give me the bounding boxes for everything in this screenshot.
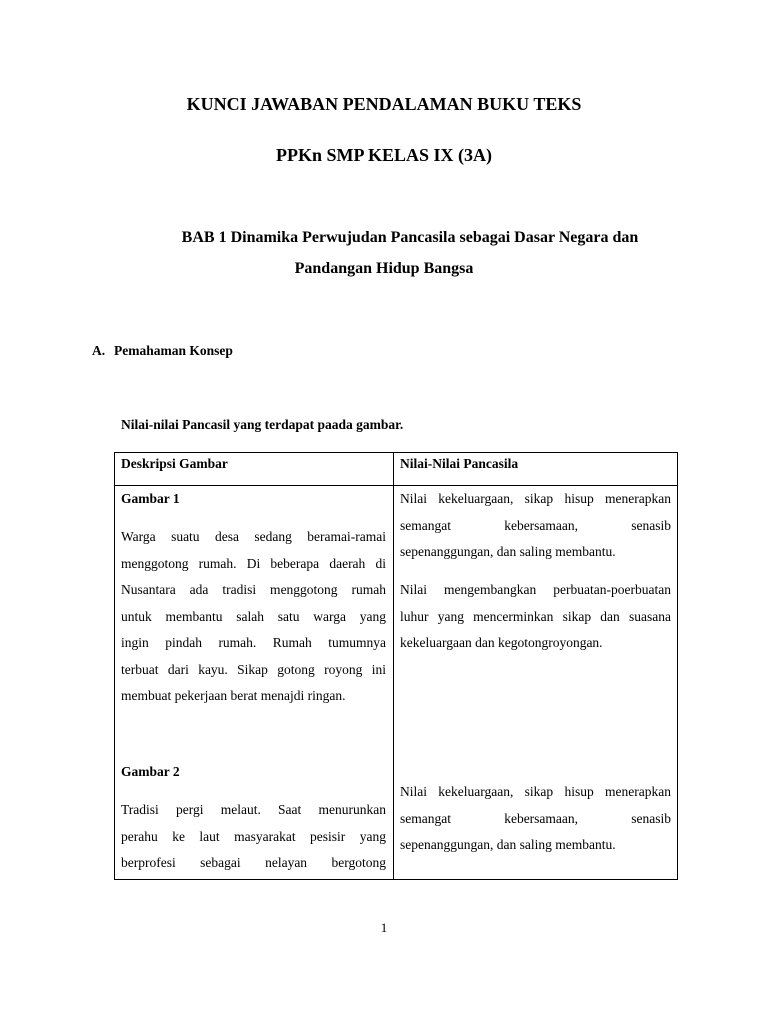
section-marker: A.: [92, 343, 106, 358]
gambar-1-value-line: semangat kebersamaan, senasib: [400, 517, 671, 533]
gambar-2-desc-line: berprofesi sebagai nelayan bergotong: [121, 855, 386, 870]
chapter-title-line1: BAB 1 Dinamika Perwujudan Pancasila sebagai Dasar Negara dan: [181, 229, 639, 246]
table-column-divider: [393, 452, 394, 880]
section-title: Pemahaman Konsep: [114, 343, 233, 358]
gambar-2-value-line: semangat kebersamaan, senasib: [400, 810, 671, 826]
gambar-2-values: [400, 779, 671, 859]
gambar-1-desc-line: Nusantara ada tradisi menggotong rumah: [121, 582, 386, 597]
gambar-1-desc-line: untuk membantu salah satu warga yang: [121, 608, 386, 624]
gambar-1-desc-line: Warga suatu desa sedang beramai-ramai: [121, 529, 386, 544]
gambar-1-values-a: [400, 486, 671, 566]
gambar-1-value-line: luhur yang mencerminkan sikap dan suasana: [400, 608, 671, 624]
document-subtitle: PPKn SMP KELAS IX (3A): [275, 145, 493, 165]
table-header-values: Nilai-Nilai Pancasila: [400, 456, 519, 471]
gambar-2-value-line: sepenanggungan, dan saling membantu.: [400, 837, 616, 852]
gambar-1-desc-line: terbuat dari kayu. Sikap gotong royong ini: [121, 661, 386, 677]
gambar-2-desc-line: Tradisi pergi melaut. Saat menurunkan: [121, 802, 386, 817]
gambar-2-label: Gambar 2: [121, 764, 180, 779]
gambar-1-value-line: Nilai mengembangkan perbuatan-poerbuatan: [400, 582, 671, 597]
gambar-1-values-b: [400, 577, 671, 657]
gambar-1-value-line: kekeluargaan dan kegotongroyongan.: [400, 635, 603, 650]
gambar-1-desc-line: membuat pekerjaan berat menajdi ringan.: [121, 688, 346, 703]
document-title: KUNCI JAWABAN PENDALAMAN BUKU TEKS: [186, 94, 582, 114]
gambar-2-value-line: Nilai kekeluargaan, sikap hisup menerapkan: [400, 784, 671, 799]
gambar-1-value-line: sepenanggungan, dan saling membantu.: [400, 544, 616, 559]
gambar-1-label: Gambar 1: [121, 491, 180, 506]
gambar-2-desc-line: perahu ke laut masyarakat pesisir yang: [121, 828, 386, 844]
table-header-description: Deskripsi Gambar: [121, 456, 228, 471]
gambar-2-description: [121, 797, 386, 877]
gambar-1-desc-line: menggotong rumah. Di beberapa daerah di: [121, 555, 386, 571]
gambar-1-desc-line: ingin pindah rumah. Rumah tumumnya: [121, 635, 386, 650]
gambar-1-description: [121, 524, 386, 710]
gambar-1-value-line: Nilai kekeluargaan, sikap hisup menerapkan: [400, 491, 671, 506]
chapter-title-line2: Pandangan Hidup Bangsa: [294, 260, 474, 277]
section-heading: [92, 343, 233, 359]
intro-text: Nilai-nilai Pancasil yang terdapat paada gambar.: [121, 417, 404, 432]
page-number: 1: [380, 920, 388, 935]
